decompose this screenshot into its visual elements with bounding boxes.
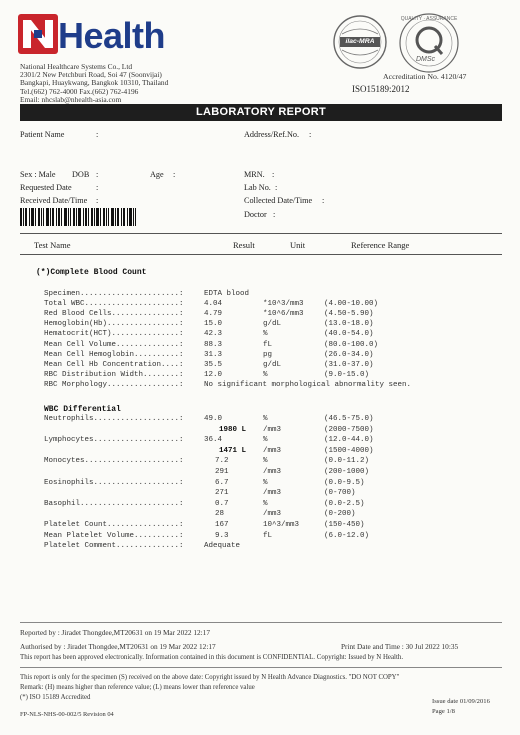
colon: : bbox=[96, 196, 99, 205]
brand-name: Health bbox=[58, 15, 166, 56]
column-result: Result bbox=[233, 240, 255, 250]
n-logo-icon bbox=[18, 14, 58, 54]
issue-date: Issue date 01/09/2016 bbox=[432, 698, 490, 705]
doctor-label: Doctor bbox=[244, 210, 267, 219]
form-code: FP-NLS-NHS-00-002/5 Revision 04 bbox=[20, 711, 114, 718]
column-unit: Unit bbox=[290, 240, 306, 250]
cell-result: 4.79 bbox=[204, 310, 223, 319]
cell-ref: (0.0-2.5) bbox=[324, 499, 365, 508]
cell-result: 35.5 bbox=[204, 360, 223, 369]
barcode bbox=[20, 208, 136, 226]
cell-name: Total WBC.....................: bbox=[44, 300, 184, 309]
ilac-mra-label: ilac-MRA bbox=[345, 38, 375, 45]
divider bbox=[20, 254, 502, 255]
cell-result: 12.0 bbox=[204, 370, 223, 379]
cell-name: Hemoglobin(Hb)................: bbox=[44, 320, 184, 329]
cell-unit: % bbox=[263, 330, 268, 339]
specimen-notice: This report is only for the specimen (S) received on the above date: Copyright issued by N Health Advance Diagnostics. "DO NOT COPY" bbox=[20, 674, 400, 681]
cell-name: Mean Cell Volume..............: bbox=[44, 340, 184, 349]
dmsc-logo bbox=[398, 12, 460, 74]
dob-label: DOB bbox=[72, 170, 90, 179]
cell-result: EDTA blood bbox=[204, 290, 250, 298]
cell-result: 15.0 bbox=[204, 320, 223, 329]
remark-notice: Remark: (H) means higher than reference value; (L) means lower than reference value bbox=[20, 684, 255, 691]
cell-ref: (4.50-5.90) bbox=[324, 310, 374, 319]
cell-unit: g/dL bbox=[263, 360, 282, 369]
dmsc-label: DMSc bbox=[416, 56, 436, 63]
cell-ref: (40.0-54.0) bbox=[324, 330, 374, 339]
cell-result: 49.0 bbox=[204, 415, 223, 423]
approved-notice: This report has been approved electronically. Information contained in this document is CONFIDENTIAL. Copyright: Issued by N Health. bbox=[20, 654, 404, 661]
cell-ref: (150-450) bbox=[324, 521, 365, 529]
cell-result: 7.2 bbox=[215, 457, 229, 466]
colon: : bbox=[173, 170, 176, 179]
print-datetime: Print Date and Time : 30 Jul 2022 10:35 bbox=[341, 642, 459, 651]
iso-accredited-note: (*) ISO 15189 Accredited bbox=[20, 694, 91, 701]
cell-ref: (0-700) bbox=[324, 489, 356, 498]
cell-unit: % bbox=[263, 457, 268, 466]
cell-unit: fL bbox=[263, 340, 273, 349]
cell-unit: pg bbox=[263, 350, 273, 359]
colon: : bbox=[272, 170, 275, 179]
cell-name: Specimen......................: bbox=[44, 290, 184, 298]
cell-ref: (26.0-34.0) bbox=[324, 350, 374, 359]
cell-ref: (80.0-100.0) bbox=[324, 340, 379, 349]
cell-result: 271 bbox=[215, 489, 229, 498]
cell-ref: (4.00-10.00) bbox=[324, 300, 379, 309]
cell-ref: (31.0-37.0) bbox=[324, 360, 374, 369]
cell-name: Platelet Count................: bbox=[44, 521, 184, 529]
colon: : bbox=[96, 130, 99, 139]
cell-result: No significant morphological abnormality seen. bbox=[204, 380, 412, 389]
cell-ref: (0.0-11.2) bbox=[324, 457, 370, 466]
cell-name: Mean Platelet Volume..........: bbox=[44, 531, 184, 540]
cell-name: RBC Distribution Width........: bbox=[44, 370, 184, 379]
cell-result: 6.7 bbox=[215, 478, 229, 487]
cell-unit: /mm3 bbox=[263, 468, 282, 476]
received-datetime-label: Received Date/Time bbox=[20, 196, 88, 205]
cell-result: 36.4 bbox=[204, 436, 223, 445]
colon: : bbox=[275, 183, 278, 192]
address-label: Address/Ref.No. bbox=[244, 130, 300, 139]
cell-unit: % bbox=[263, 370, 268, 379]
company-line: 2301/2 New Petchburi Road, Soi 47 (Soonvijai) bbox=[20, 70, 162, 80]
patient-name-label: Patient Name bbox=[20, 130, 65, 139]
cell-ref: (1500-4000) bbox=[324, 446, 374, 455]
cell-unit: % bbox=[263, 415, 268, 423]
cell-result: 28 bbox=[215, 510, 225, 519]
company-address bbox=[20, 63, 168, 104]
colon: : bbox=[273, 210, 276, 219]
cell-ref: (2000-7500) bbox=[324, 425, 374, 434]
company-line: Tel.(662) 762-4000 Fax.(662) 762-4196 bbox=[20, 86, 139, 96]
cell-name: Mean Cell Hb Concentration....: bbox=[44, 360, 184, 369]
section-title: (*)Complete Blood Count bbox=[36, 268, 147, 277]
company-line: Bangkapi, Huaykwang, Bangkok 10310, Thailand bbox=[20, 78, 169, 88]
iso-certification: ISO15189:2012 bbox=[352, 84, 410, 94]
n-health-logo bbox=[18, 14, 58, 54]
page-number: Page 1/8 bbox=[432, 708, 455, 715]
cell-name: Mean Cell Hemoglobin..........: bbox=[44, 350, 184, 359]
column-reference-range: Reference Range bbox=[351, 240, 410, 250]
wbc-differential-title: WBC Differential bbox=[44, 405, 121, 414]
cell-unit: /mm3 bbox=[263, 489, 282, 498]
cell-name: Hematocrit(HCT)...............: bbox=[44, 330, 184, 339]
requested-date-label: Requested Date bbox=[20, 183, 72, 192]
divider bbox=[20, 233, 502, 234]
cell-ref: (46.5-75.0) bbox=[324, 415, 374, 423]
cell-unit: % bbox=[263, 436, 268, 445]
cell-result: 4.04 bbox=[204, 300, 223, 309]
colon: : bbox=[96, 183, 99, 192]
company-line: National Healthcare Systems Co., Ltd bbox=[20, 62, 133, 71]
cell-result: 88.3 bbox=[204, 340, 223, 349]
svg-text:QUALITY · ASSURANCE: QUALITY · ASSURANCE bbox=[400, 16, 458, 22]
sex-label: Sex : Male bbox=[20, 170, 56, 179]
cell-name: Lymphocytes...................: bbox=[44, 436, 184, 445]
accreditation-number: Accreditation No. 4120/47 bbox=[383, 72, 467, 81]
cell-result: 1980 L bbox=[219, 425, 247, 434]
report-title-banner: LABORATORY REPORT bbox=[20, 104, 502, 121]
barcode-icon bbox=[20, 208, 136, 226]
column-test-name: Test Name bbox=[34, 240, 71, 250]
cell-result: 31.3 bbox=[204, 350, 223, 359]
divider bbox=[20, 622, 502, 623]
cell-unit: % bbox=[263, 478, 268, 487]
cell-name: Eosinophils...................: bbox=[44, 478, 184, 487]
colon: : bbox=[322, 196, 325, 205]
collected-datetime-label: Collected Date/Time bbox=[244, 196, 313, 205]
colon: : bbox=[309, 130, 312, 139]
authorised-by: Authorised by : Jiradet Thongdee,MT20631 on 19 Mar 2022 12:17 bbox=[20, 642, 216, 651]
cell-result: 167 bbox=[215, 521, 229, 529]
colon: : bbox=[96, 170, 99, 179]
cell-name: Basophil......................: bbox=[44, 499, 184, 508]
cell-name: Neutrophils...................: bbox=[44, 415, 184, 423]
reported-by: Reported by : Jiradet Thongdee,MT20631 on 19 Mar 2022 12:17 bbox=[20, 628, 210, 637]
lab-no-label: Lab No. bbox=[244, 183, 271, 192]
cell-name: Monocytes.....................: bbox=[44, 457, 184, 466]
cell-ref: (12.0-44.0) bbox=[324, 436, 374, 445]
cell-ref: (200-1000) bbox=[324, 468, 370, 476]
cell-result: 291 bbox=[215, 468, 229, 476]
cell-ref: (6.0-12.0) bbox=[324, 531, 370, 540]
divider bbox=[20, 667, 502, 668]
cell-unit: *10^3/mm3 bbox=[263, 300, 304, 309]
cell-unit: fL bbox=[263, 531, 273, 540]
cell-name: Red Blood Cells...............: bbox=[44, 310, 184, 319]
cell-ref: (0.0-9.5) bbox=[324, 478, 365, 487]
mrn-label: MRN. bbox=[244, 170, 265, 179]
cell-unit: g/dL bbox=[263, 320, 282, 329]
company-line: Email: nhcslab@nhealth-asia.com bbox=[20, 94, 122, 104]
cell-unit: /mm3 bbox=[263, 425, 282, 434]
age-label: Age bbox=[150, 170, 164, 179]
cell-ref: (9.0-15.0) bbox=[324, 370, 370, 379]
dmsc-quality-icon bbox=[398, 12, 460, 74]
cell-result: 42.3 bbox=[204, 330, 223, 339]
cell-result: 9.3 bbox=[215, 531, 229, 540]
cell-result: 0.7 bbox=[215, 499, 229, 508]
cell-unit: *10^6/mm3 bbox=[263, 310, 304, 319]
cell-result: Adequate bbox=[204, 542, 241, 551]
cell-name: Platelet Comment..............: bbox=[44, 542, 184, 551]
cell-unit: % bbox=[263, 499, 268, 508]
cell-ref: (0-200) bbox=[324, 510, 356, 519]
cell-unit: /mm3 bbox=[263, 446, 282, 455]
cell-name: RBC Morphology................: bbox=[44, 380, 184, 389]
cell-unit: 10^3/mm3 bbox=[263, 521, 300, 529]
cell-ref: (13.0-18.0) bbox=[324, 320, 374, 329]
cell-result: 1471 L bbox=[219, 446, 247, 455]
cell-unit: /mm3 bbox=[263, 510, 282, 519]
